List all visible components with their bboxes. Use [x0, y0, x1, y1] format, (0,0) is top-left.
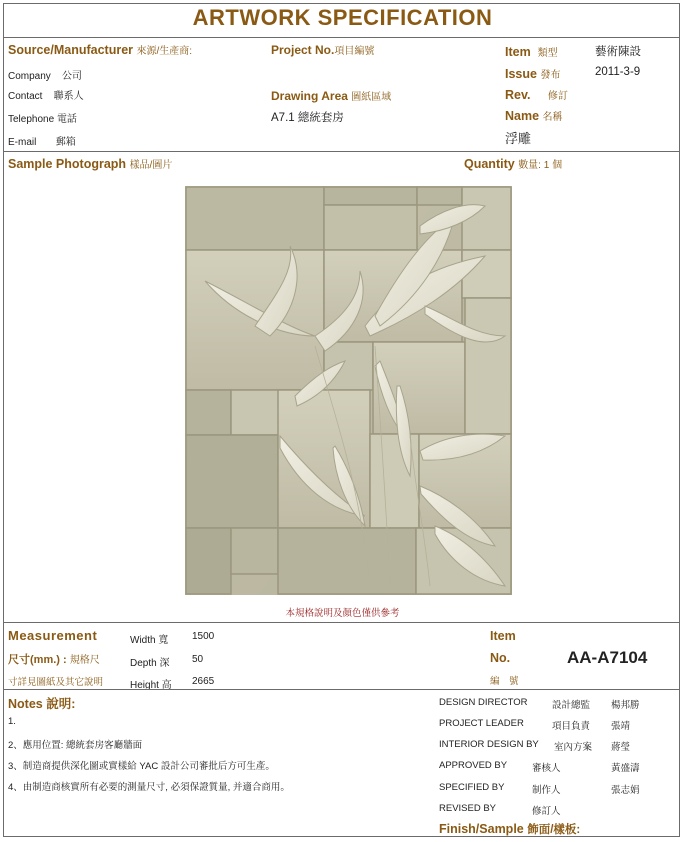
signoff-name-interior: 蔣瑩 [611, 742, 631, 753]
sample-photograph [185, 186, 512, 595]
telephone-label: Telephone [8, 114, 55, 125]
item-no-label-cn: 編 號 [490, 676, 519, 687]
measurement-cn-spec: 規格尺 [69, 655, 100, 666]
item-no-label-1: Item [490, 629, 516, 643]
signoff-role-cn-revised: 修訂人 [532, 806, 561, 817]
depth-value: 50 [192, 654, 204, 665]
contact-label-cn: 聯系人 [53, 91, 84, 102]
measurement-cn-label: 尺寸(mm.) : [8, 654, 67, 666]
divider-measurement [3, 689, 680, 690]
divider-sample [3, 622, 680, 623]
signoff-role-director: DESIGN DIRECTOR [439, 697, 528, 708]
project-heading-label: Project No. [271, 43, 335, 57]
project-heading-cn: 項目編號 [334, 46, 375, 57]
company-label: Company [8, 71, 51, 82]
email-label-cn: 郵箱 [55, 137, 76, 148]
source-heading [8, 42, 192, 57]
divider-title [3, 37, 680, 38]
signoff-role-specified: SPECIFIED BY [439, 782, 505, 793]
sample-heading [8, 156, 172, 171]
signoff-role-interior: INTERIOR DESIGN BY [439, 739, 539, 750]
width-value: 1500 [192, 631, 215, 642]
item-type-value: 藝術陳設 [595, 46, 641, 58]
contact-field [8, 87, 84, 102]
item-type-label: Item [505, 45, 531, 59]
contact-label: Contact [8, 91, 43, 102]
company-field [8, 67, 82, 82]
rev-field [505, 87, 568, 102]
item-type-field [505, 44, 558, 59]
divider-header [3, 151, 680, 152]
quantity-label: Quantity [464, 157, 515, 171]
telephone-field [8, 110, 77, 125]
rev-label: Rev. [505, 88, 531, 102]
quantity-value: 數量: 1 個 [518, 160, 563, 171]
note-line-3: 3、制造商提供深化圖或實樣給 YAC 設計公司審批后方可生產。 [8, 761, 275, 772]
signoff-role-cn-approved: 審核人 [532, 763, 561, 774]
signoff-role-revised: REVISED BY [439, 803, 497, 814]
source-heading-label: Source/Manufacturer [8, 43, 134, 57]
signoff-name-approved: 黃盛濤 [611, 763, 640, 774]
item-code: AA-A7104 [567, 648, 648, 667]
name-label: Name [505, 109, 540, 123]
drawing-area-heading [271, 88, 391, 103]
measurement-cn-line [8, 651, 100, 667]
sample-heading-label: Sample Photograph [8, 157, 127, 171]
drawing-area-label-cn: 圖紙區域 [351, 92, 392, 103]
rev-label-cn: 修訂 [547, 91, 568, 102]
sample-caption: 本規格說明及顏色僅供參考 [285, 608, 400, 619]
issue-label-cn: 發布 [540, 70, 561, 81]
issue-field [505, 66, 560, 81]
name-label-cn: 名稱 [542, 112, 563, 123]
item-no-label-2: No. [490, 651, 511, 665]
signoff-role-cn-specified: 制作人 [532, 785, 561, 796]
source-heading-cn: 來源/生產商: [136, 46, 193, 57]
notes-heading: Notes 說明: [8, 697, 76, 711]
note-line-1: 1. [8, 716, 16, 727]
signoff-role-cn-leader: 項目負責 [552, 721, 591, 732]
finish-sample-label: Finish/Sample [439, 822, 524, 836]
issue-label: Issue [505, 67, 537, 81]
signoff-role-cn-interior: 室內方案 [554, 742, 593, 753]
height-label: Height 高 [130, 680, 172, 691]
signoff-name-leader: 張靖 [611, 721, 631, 732]
page-title: ARTWORK SPECIFICATION [192, 5, 493, 30]
drawing-area-value: A7.1 總統套房 [271, 112, 344, 124]
signoff-role-cn-director: 設計總監 [552, 700, 591, 711]
signoff-role-leader: PROJECT LEADER [439, 718, 524, 729]
signoff-role-approved: APPROVED BY [439, 760, 508, 771]
finish-sample-field [439, 821, 580, 837]
signoff-name-director: 楊邦勝 [611, 700, 640, 711]
sample-heading-cn: 樣品/圖片 [129, 160, 173, 171]
note-line-2: 2、應用位置: 總統套房客廳牆面 [8, 740, 143, 751]
quantity-field [464, 156, 562, 171]
note-line-4: 4、由制造商核實所有必要的測量尺寸, 必須保證質量, 并適合商用。 [8, 782, 290, 793]
name-value: 浮雕 [505, 131, 532, 146]
company-label-cn: 公司 [61, 71, 82, 82]
email-field [8, 133, 76, 148]
width-label: Width 寬 [130, 635, 169, 646]
name-field [505, 108, 563, 123]
telephone-label-cn: 電話 [56, 114, 77, 125]
finish-sample-label-cn: 飾面/樣板: [527, 824, 581, 836]
drawing-area-label: Drawing Area [271, 89, 348, 103]
item-type-label-cn: 類型 [537, 48, 558, 59]
measurement-note: 寸詳見圖紙及其它說明 [8, 677, 104, 688]
height-value: 2665 [192, 676, 215, 687]
signoff-name-specified: 張志娟 [611, 785, 640, 796]
issue-value: 2011-3-9 [595, 66, 641, 78]
measurement-heading: Measurement [8, 628, 98, 643]
depth-label: Depth 深 [130, 658, 170, 669]
project-heading [271, 42, 374, 57]
email-label: E-mail [8, 137, 37, 148]
